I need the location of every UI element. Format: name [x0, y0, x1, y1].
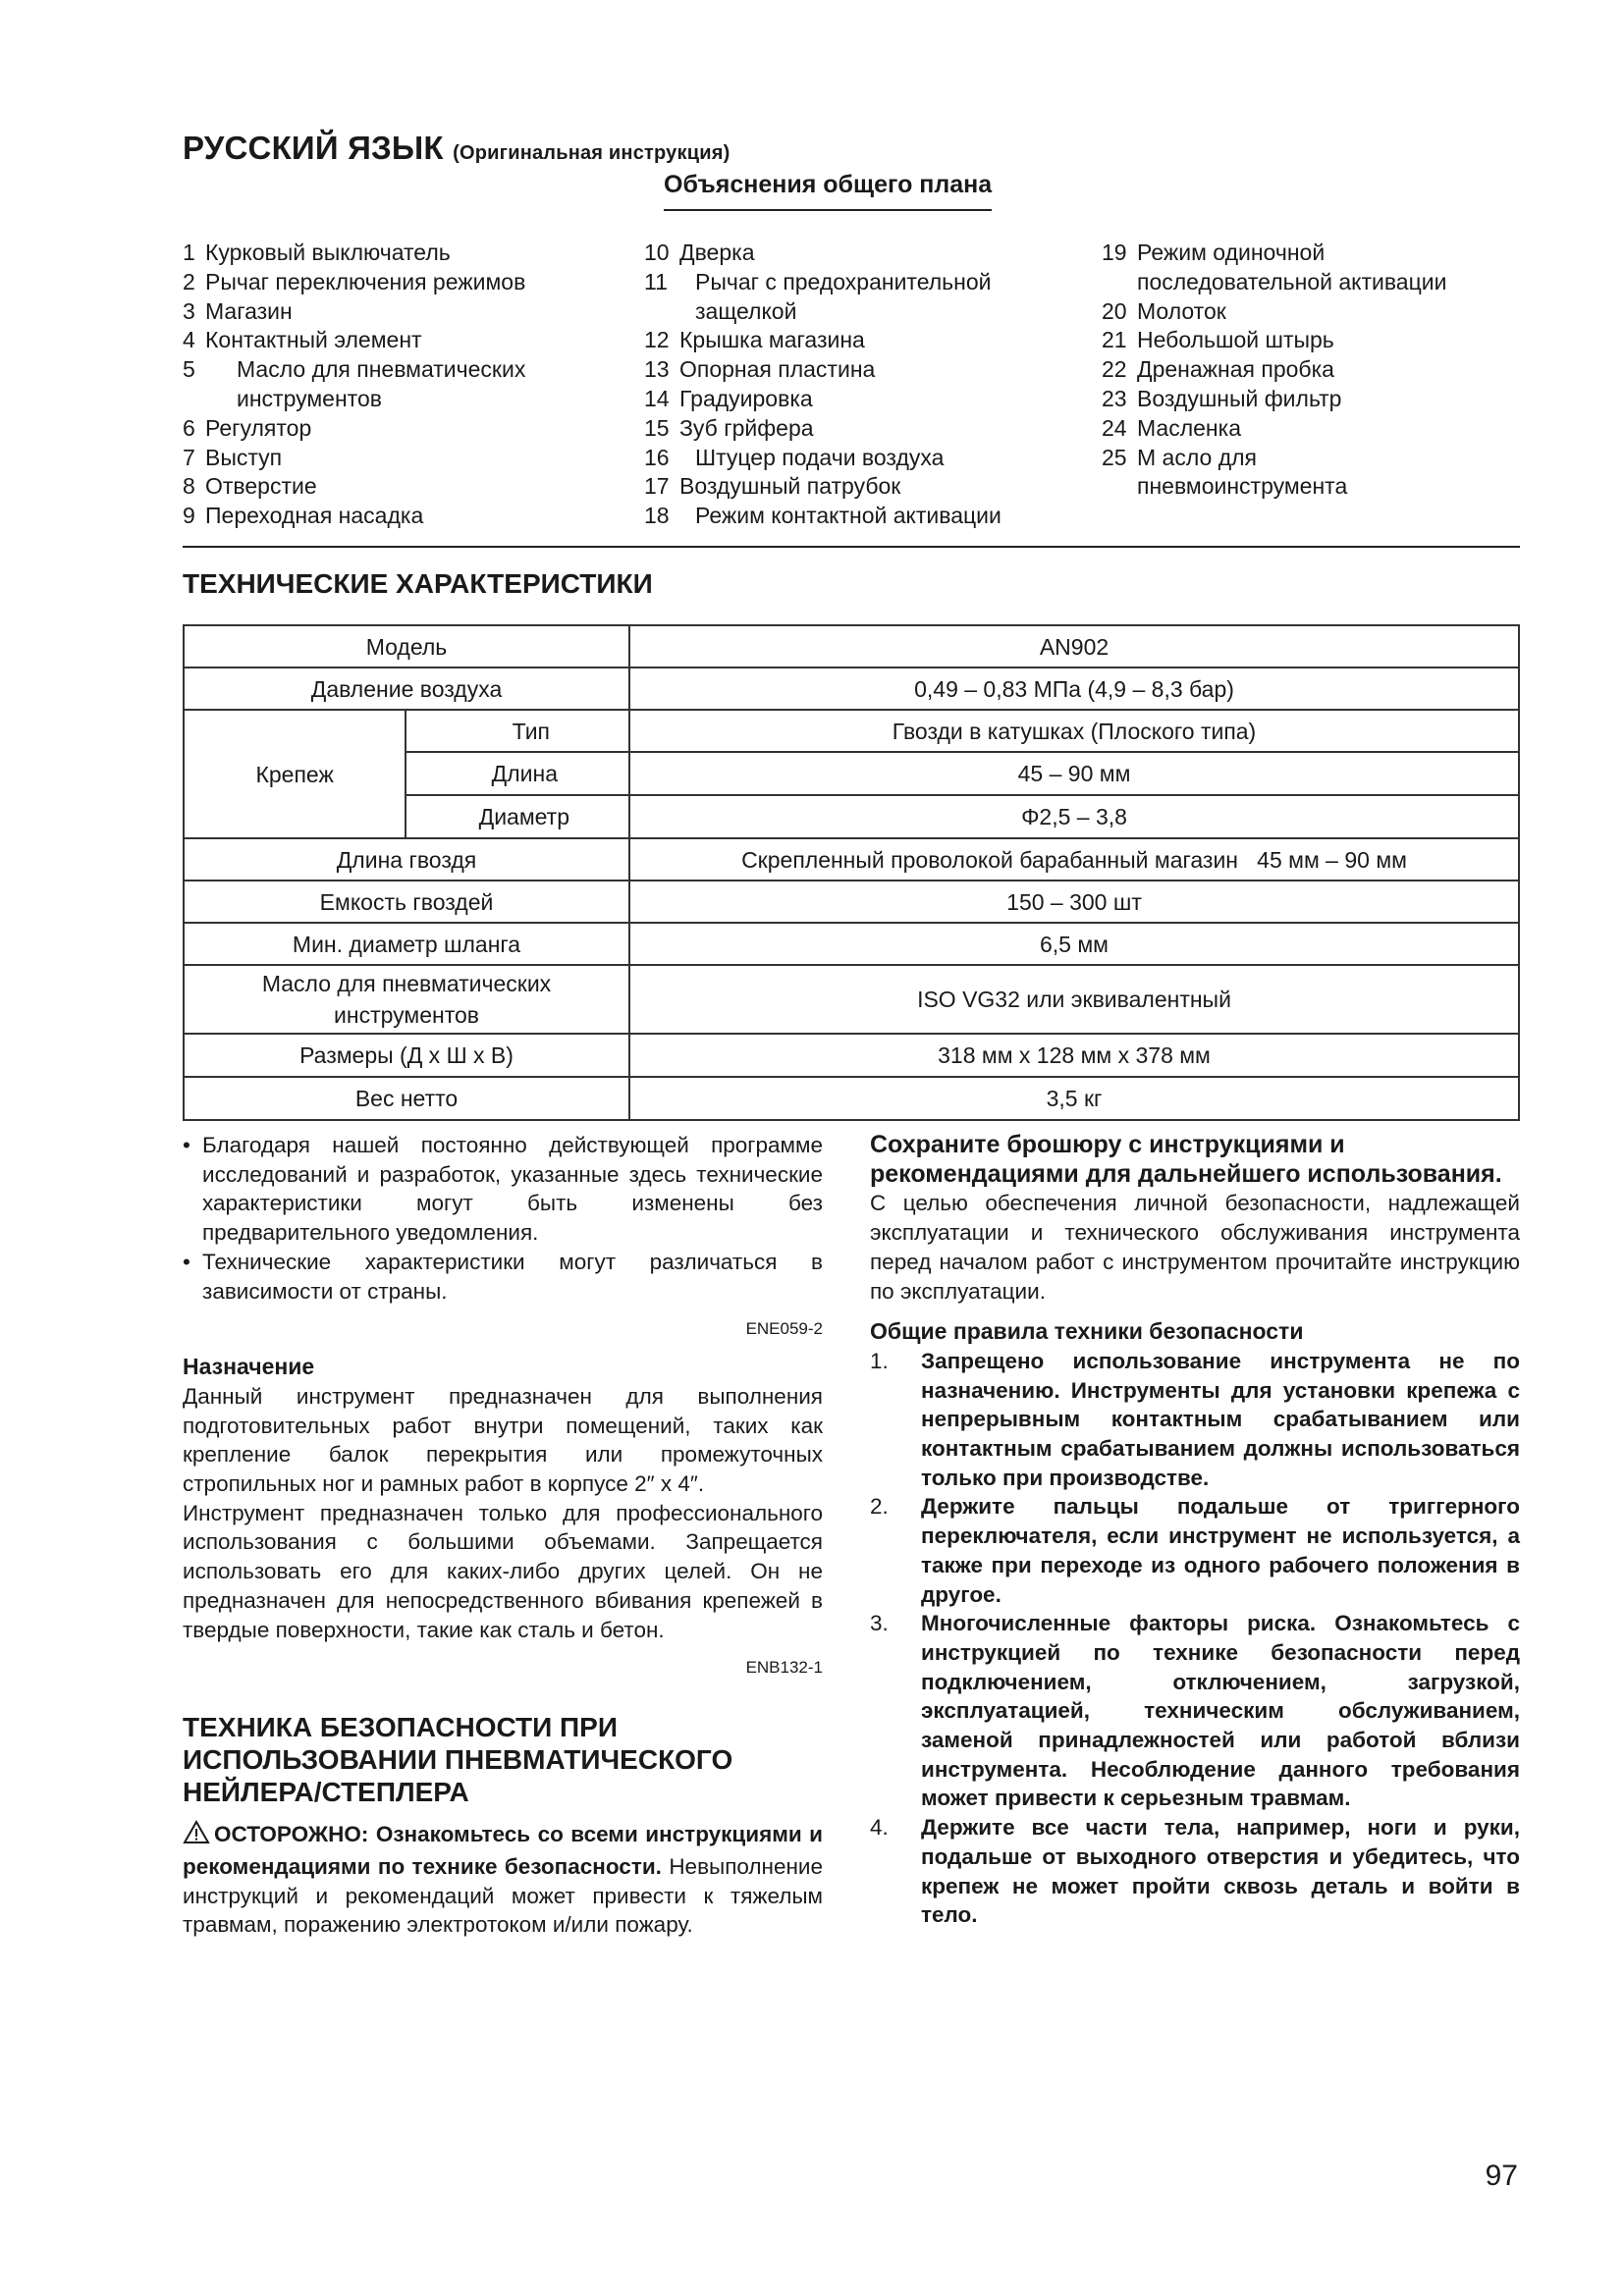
bullet-icon: •	[183, 1249, 190, 1274]
spec-label: Мин. диаметр шланга	[184, 923, 629, 965]
part-number: 15	[644, 414, 670, 441]
part-number: 20	[1102, 297, 1127, 324]
spec-value: 318 мм x 128 мм x 378 мм	[629, 1034, 1519, 1077]
table-row	[184, 923, 1519, 965]
purpose-text-1: Данный инструмент предназначен для выполнения подготовительных работ внутри помещений, таких как крепление балок перекрытия или промежуточных стропильных ног и рамных работ в корпусе 2″ x 4″.	[183, 1383, 823, 1497]
spec-sublabel: Длина	[406, 752, 629, 795]
list-item	[644, 239, 1001, 268]
part-label: Градуировка	[679, 385, 813, 411]
part-number: 21	[1102, 327, 1127, 353]
table-row	[184, 1034, 1519, 1077]
rule-number: 3.	[870, 1611, 889, 1636]
part-number: 13	[644, 356, 670, 383]
list-item	[1102, 297, 1446, 327]
list-item	[644, 268, 1001, 327]
part-number: 22	[1102, 356, 1127, 383]
part-label: Дверка	[679, 240, 755, 265]
list-item	[644, 326, 1001, 355]
oil-label-line-1: Масло для пневматических	[261, 971, 552, 996]
part-label: Рычаг с предохранительной защелкой	[695, 268, 992, 324]
list-item	[644, 414, 1001, 444]
rule-text: Запрещено использование инструмента не по назначению. Инструменты для установки крепежа с непрерывным контактным срабатыванием или контактным срабатыванием должны использоваться только при производстве.	[921, 1348, 1520, 1490]
page-number: 97	[1485, 2160, 1518, 2192]
part-label: М асло для пневмоинструмента	[1137, 444, 1348, 500]
spec-value: 45 – 90 мм	[629, 752, 1519, 795]
purpose-text-2: Инструмент предназначен только для профессионального использования с большими объемами. Запрещается использовать его для каких-либо других целей. Он не предназначен для непосредственного вбивания крепежей в твердые поверхности, такие как сталь и бетон.	[183, 1500, 823, 1642]
spec-value: Гвозди в катушках (Плоского типа)	[629, 710, 1519, 752]
rule-text: Держите пальцы подальше от триггерного переключателя, если инструмент не используется, а также при переходе из одного рабочего положения в другое.	[921, 1494, 1520, 1607]
spec-value: 3,5 кг	[629, 1077, 1519, 1120]
document-code: ENE059-2	[745, 1319, 823, 1339]
spec-label	[184, 965, 629, 1034]
spec-sublabel: Тип	[406, 710, 629, 752]
spec-label: Крепеж	[184, 710, 406, 838]
table-row	[184, 881, 1519, 923]
part-label: Масленка	[1137, 414, 1241, 441]
part-label: Штуцер подачи воздуха	[695, 444, 945, 470]
list-item	[870, 1347, 1520, 1493]
table-row	[184, 838, 1519, 881]
part-label: Зуб грйфера	[679, 414, 814, 441]
overview-title: Объяснения общего плана	[664, 171, 992, 211]
spec-label: Модель	[184, 625, 629, 667]
list-item	[183, 414, 525, 444]
language-title: РУССКИЙ ЯЗЫК	[183, 130, 444, 166]
list-item	[1102, 355, 1446, 385]
spec-value: Скрепленный проволокой барабанный магазин 45 мм – 90 мм	[629, 838, 1519, 881]
part-number: 2	[183, 268, 195, 294]
list-item	[183, 472, 525, 502]
spec-label: Давление воздуха	[184, 667, 629, 710]
part-label: Молоток	[1137, 297, 1226, 324]
list-item	[644, 502, 1001, 531]
part-number: 16	[644, 444, 670, 470]
general-rules-title: Общие правила техники безопасности	[870, 1318, 1304, 1345]
part-label: Контактный элемент	[205, 327, 422, 353]
part-number: 17	[644, 473, 670, 500]
part-label: Воздушный патрубок	[679, 473, 901, 500]
purpose-title: Назначение	[183, 1354, 315, 1380]
rule-text: Держите все части тела, например, ноги и руки, подальше от выходного отверстия и убедитесь, что крепеж не может пройти сквозь деталь и войти в тело.	[921, 1815, 1520, 1928]
table-row	[184, 625, 1519, 667]
list-item	[1102, 326, 1446, 355]
part-label: Курковый выключатель	[205, 240, 451, 265]
spec-value: 6,5 мм	[629, 923, 1519, 965]
list-item	[1102, 444, 1446, 503]
right-column	[870, 1131, 1520, 1930]
list-item	[1102, 414, 1446, 444]
part-label: Крышка магазина	[679, 327, 865, 353]
spec-label: Емкость гвоздей	[184, 881, 629, 923]
list-item	[1102, 239, 1446, 297]
part-number: 18	[644, 503, 670, 529]
section-divider	[183, 546, 1520, 548]
rule-text: Многочисленные факторы риска. Ознакомьтесь с инструкцией по технике безопасности перед подключением, отключением, загрузкой, эксплуатацией, техническим обслуживанием, заменой принадлежностей или работой вблизи инструмента. Несоблюдение данного требования может привести к серьезным травмам.	[921, 1611, 1520, 1811]
specifications-table	[183, 624, 1520, 1121]
part-number: 3	[183, 297, 195, 324]
document-code: ENB132-1	[745, 1658, 823, 1678]
list-item	[183, 297, 525, 327]
part-number: 8	[183, 473, 195, 500]
spec-label: Размеры (Д x Ш x В)	[184, 1034, 629, 1077]
bullet-icon: •	[183, 1133, 190, 1157]
warning-triangle-icon	[183, 1820, 210, 1852]
spec-notes	[183, 1131, 823, 1306]
keep-manual-title: Сохраните брошюру с инструкциями и рекомендациями для дальнейшего использования.	[870, 1131, 1502, 1188]
part-label: Небольшой штырь	[1137, 327, 1334, 353]
table-row	[184, 965, 1519, 1034]
left-column	[183, 1131, 823, 1940]
part-label: Магазин	[205, 297, 293, 324]
warning-text: Невыполнение инструкций и рекомендаций может привести к тяжелым травмам, поражению электротоком и/или пожару.	[183, 1853, 823, 1938]
rule-number: 4.	[870, 1815, 889, 1841]
part-number: 1	[183, 240, 195, 265]
language-heading	[183, 130, 730, 167]
list-item	[870, 1609, 1520, 1813]
oil-label-line-2: инструментов	[334, 1002, 479, 1028]
spec-value: 150 – 300 шт	[629, 881, 1519, 923]
list-item	[183, 444, 525, 473]
part-label: Масло для пневматических инструментов	[237, 356, 526, 411]
specifications-title: ТЕХНИЧЕСКИЕ ХАРАКТЕРИСТИКИ	[183, 568, 653, 599]
part-label: Рычаг переключения режимов	[205, 268, 526, 294]
list-item	[183, 326, 525, 355]
list-item	[644, 472, 1001, 502]
part-number: 9	[183, 503, 195, 529]
part-number: 4	[183, 327, 195, 353]
spec-value: 0,49 – 0,83 МПа (4,9 – 8,3 бар)	[629, 667, 1519, 710]
part-label: Переходная насадка	[205, 503, 424, 529]
safety-rules-list	[870, 1347, 1520, 1930]
keep-manual-text: С целью обеспечения личной безопасности, надлежащей эксплуатации и технического обслуживания инструмента перед началом работ с инструментом прочитайте инструкцию по эксплуатации.	[870, 1191, 1520, 1304]
spec-sublabel: Диаметр	[406, 795, 629, 838]
part-number: 11	[644, 268, 668, 294]
spec-label: Длина гвоздя	[184, 838, 629, 881]
spec-value: ISO VG32 или эквивалентный	[629, 965, 1519, 1034]
spec-value: Φ2,5 – 3,8	[629, 795, 1519, 838]
list-item	[183, 1131, 823, 1248]
part-number: 5	[183, 356, 195, 383]
list-item	[183, 355, 525, 414]
spec-label: Вес нетто	[184, 1077, 629, 1120]
part-number: 12	[644, 327, 670, 353]
warning-word: ОСТОРОЖНО:	[214, 1822, 369, 1847]
table-row	[184, 667, 1519, 710]
list-item	[644, 355, 1001, 385]
spec-value: AN902	[629, 625, 1519, 667]
parts-column-2	[644, 239, 1001, 531]
part-label: Воздушный фильтр	[1137, 385, 1342, 411]
part-number: 23	[1102, 385, 1127, 411]
list-item	[183, 1248, 823, 1306]
list-item	[644, 385, 1001, 414]
part-number: 14	[644, 385, 670, 411]
list-item	[183, 502, 525, 531]
part-label: Опорная пластина	[679, 356, 876, 383]
rule-number: 2.	[870, 1494, 889, 1520]
note-text: Благодаря нашей постоянно действующей программе исследований и разработок, указанные здесь технические характеристики могут быть изменены без предварительного уведомления.	[202, 1133, 823, 1246]
part-number: 6	[183, 414, 195, 441]
language-subtitle: (Оригинальная инструкция)	[453, 142, 731, 164]
part-label: Дренажная пробка	[1137, 356, 1334, 383]
part-number: 7	[183, 444, 195, 470]
list-item	[870, 1492, 1520, 1609]
parts-column-3	[1102, 239, 1446, 502]
list-item	[183, 268, 525, 297]
list-item	[1102, 385, 1446, 414]
list-item	[183, 239, 525, 268]
table-row	[184, 1077, 1519, 1120]
part-label: Выступ	[205, 444, 283, 470]
part-label: Режим одиночной последовательной активации	[1137, 240, 1447, 294]
list-item	[644, 444, 1001, 473]
list-item	[870, 1813, 1520, 1930]
safety-title: ТЕХНИКА БЕЗОПАСНОСТИ ПРИ ИСПОЛЬЗОВАНИИ ПНЕВМАТИЧЕСКОГО НЕЙЛЕРА/СТЕПЛЕРА	[183, 1712, 733, 1808]
note-text: Технические характеристики могут различаться в зависимости от страны.	[202, 1249, 823, 1304]
rule-number: 1.	[870, 1348, 889, 1373]
warning-paragraph	[183, 1820, 823, 1940]
parts-column-1	[183, 239, 525, 531]
part-number: 19	[1102, 240, 1127, 265]
part-label: Регулятор	[205, 414, 312, 441]
part-number: 24	[1102, 414, 1127, 441]
warning-bold-text: Ознакомьтесь со всеми инструкциями и рекомендациями по технике безопасности.	[183, 1822, 823, 1879]
part-label: Режим контактной активации	[695, 503, 1001, 529]
part-label: Отверстие	[205, 473, 317, 500]
part-number: 10	[644, 240, 670, 265]
part-number: 25	[1102, 444, 1127, 470]
table-row	[184, 710, 1519, 752]
